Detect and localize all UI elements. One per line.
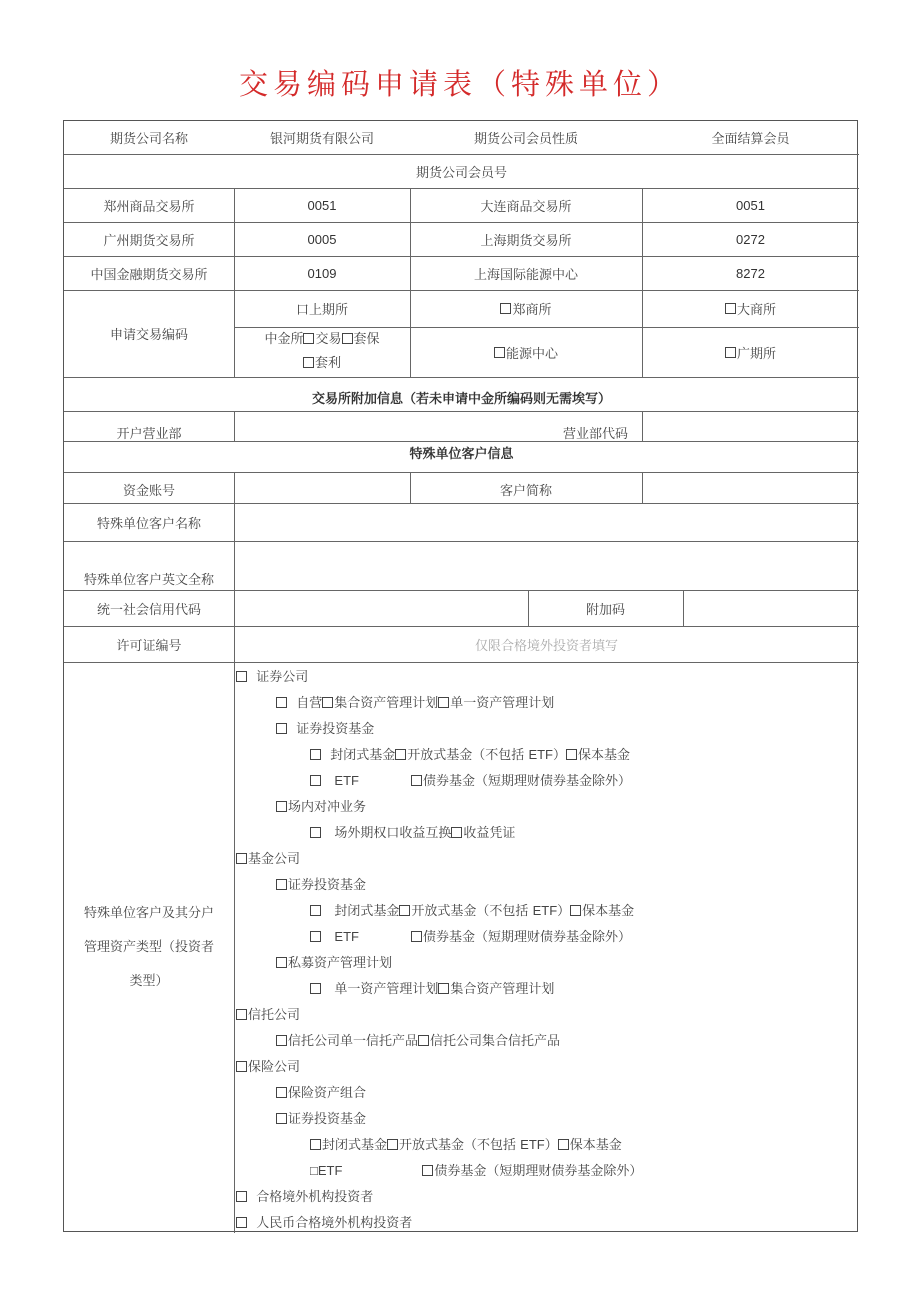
checkbox-icon[interactable] [276,1087,287,1098]
checkbox-icon[interactable] [310,931,321,942]
exchange-name: 郑州商品交易所 [103,199,195,215]
tree-item-rqfii[interactable] [236,1212,412,1231]
cffex-label: 中金所 [264,332,304,347]
client-info-section: 特殊单位客户信息 [409,447,514,462]
ine-option[interactable] [410,327,642,377]
apply-code-label: 申请交易编码 [109,328,188,343]
checkbox-icon[interactable] [395,749,406,760]
checkbox-icon [494,347,505,358]
tree-item-hedge[interactable] [276,796,366,815]
tree-label: 保本基金 [578,748,631,763]
member-type-label: 期货公司会员性质 [473,132,578,147]
tree-label: 证券投资基金 [288,878,367,893]
checkbox-icon [725,303,736,314]
client-name-input[interactable] [234,503,859,541]
tree-label: ） [553,748,567,763]
checkbox-icon[interactable] [310,775,321,786]
checkbox-icon[interactable] [310,827,321,838]
checkbox-icon[interactable] [276,1113,287,1124]
tree-label: 收益凭证 [463,826,516,841]
tree-item-fund-company[interactable] [236,848,300,867]
branch-code-input[interactable] [642,411,859,441]
exchange-code: 0051 [307,197,337,213]
shfe-label: 口上期所 [295,303,348,318]
czce-option[interactable] [410,290,642,327]
checkbox-icon[interactable] [276,879,287,890]
license-input[interactable]: 仅限合格境外投资者填写 [474,638,618,654]
tree-label: 基金公司 [248,852,301,867]
tree-label: 场内对冲业务 [288,800,367,815]
exchange-name: 大连商品交易所 [480,199,572,215]
tree-item-sec-fund-3[interactable] [276,1108,366,1127]
tree-label: 私募资产管理计划 [288,956,393,971]
short-name-label: 客户简称 [499,484,552,499]
checkbox-icon[interactable] [438,983,449,994]
tree-label: 证券公司 [256,670,309,685]
tree-label: 开放式基金（不包括 [411,904,529,919]
checkbox-icon[interactable] [399,905,410,916]
tree-label: ETF [532,903,558,918]
checkbox-icon[interactable] [342,333,353,344]
tree-item-plans[interactable] [310,978,554,997]
checkbox-icon[interactable] [322,697,333,708]
checkbox-icon[interactable] [310,749,321,760]
cffex-hedge-label: 套保 [353,332,380,347]
tree-label: 债券基金（短期理财债券基金除外） [422,930,631,945]
tree-item-etf-bond-2[interactable] [310,926,631,945]
tree-label: 场外期权口收益互换 [334,826,452,841]
exchange-name: 上海期货交易所 [480,233,572,249]
tree-label: 人民币合格境外机构投资者 [256,1216,413,1231]
tree-label: 保本基金 [569,1138,622,1153]
tree-label: ETF [520,1137,545,1152]
cffex-arb-label: 套利 [314,356,341,371]
tree-label: ETF [334,773,359,788]
checkbox-icon[interactable] [558,1139,569,1150]
account-input[interactable] [234,472,410,503]
checkbox-icon[interactable] [570,905,581,916]
gfex-option[interactable] [642,327,859,377]
tree-item-proprietary[interactable] [276,692,554,711]
checkbox-icon[interactable] [310,905,321,916]
asset-type-label-line: 管理资产类型（投资者 [83,939,214,955]
checkbox-icon[interactable] [422,1165,433,1176]
tree-label: 保险资产组合 [288,1086,367,1101]
member-no-section: 期货公司会员号 [415,165,507,181]
tree-item-etf-bond[interactable] [310,770,631,789]
checkbox-icon[interactable] [236,1191,247,1202]
tree-label: 单一资产管理计划 [334,982,439,997]
account-label: 资金账号 [122,484,175,499]
exchange-name: 上海国际能源中心 [473,267,578,283]
exchange-extra-section: 交易所附加信息（若未申请中金所编码则无需埃写） [311,391,611,407]
exchange-name: 广州期货交易所 [103,233,195,249]
tree-label: ） [544,1138,558,1153]
tree-item-trust[interactable] [236,1004,300,1023]
tree-label: ） [557,904,571,919]
asset-type-label [64,662,234,1233]
checkbox-icon[interactable] [236,1009,247,1020]
tree-item-sec-fund[interactable] [276,718,374,737]
credit-code-input[interactable] [234,590,528,626]
tree-label: ETF [334,929,359,944]
exchange-code: 0272 [736,231,765,247]
checkbox-icon[interactable] [387,1139,398,1150]
checkbox-icon[interactable] [236,671,247,682]
tree-item-fund-types[interactable] [310,744,630,763]
tree-item-etf-bond-3[interactable] [310,1160,642,1179]
tree-label: 集合资产管理计划 [334,696,439,711]
tree-label: □ETF [310,1163,343,1178]
asset-type-label-line: 类型） [129,973,169,989]
checkbox-icon[interactable] [310,1139,321,1150]
short-name-input[interactable] [642,472,859,503]
checkbox-icon [500,303,511,314]
checkbox-icon[interactable] [451,827,462,838]
tree-label: 保险公司 [248,1060,301,1075]
tree-label: 封闭式基金 [322,1138,388,1153]
cffex-option[interactable] [234,327,410,377]
credit-code-label: 统一社会信用代码 [96,602,201,618]
tree-label: 合格境外机构投资者 [256,1190,374,1205]
tree-item-trust-products[interactable] [276,1030,560,1049]
exchange-name: 中国金融期货交易所 [90,267,208,283]
ine-label: 能源中心 [505,346,558,362]
checkbox-icon[interactable] [236,1061,247,1072]
checkbox-icon[interactable] [310,983,321,994]
cffex-trade-label: 交易 [315,332,342,347]
extra-code-label: 附加码 [585,602,625,618]
shfe-option[interactable] [234,290,410,327]
page-title: 交易编码申请表（特殊单位） [238,67,681,101]
tree-label: 封闭式基金 [334,904,400,919]
checkbox-icon[interactable] [276,957,287,968]
client-name-label: 特殊单位客户名称 [96,516,201,532]
checkbox-icon[interactable] [411,775,422,786]
tree-item-sec-fund-2[interactable] [276,874,366,893]
tree-item-insurance[interactable] [236,1056,300,1075]
tree-item-private[interactable] [276,952,392,971]
tree-item-securities[interactable] [236,666,308,685]
tree-label: 单一资产管理计划 [450,696,555,711]
tree-label: 信托公司单一信托产品 [288,1034,419,1049]
checkbox-icon[interactable] [411,931,422,942]
tree-label: 证券投资基金 [288,1112,367,1127]
checkbox-icon[interactable] [276,723,287,734]
asset-type-label-line: 特殊单位客户及其分户 [83,905,214,921]
exchange-code: 0051 [736,197,765,213]
tree-item-fund-types-3[interactable] [310,1134,622,1153]
checkbox-icon[interactable] [418,1035,429,1046]
tree-label: 开放式基金（不包括 [407,748,525,763]
tree-item-qfii[interactable] [236,1186,373,1205]
dce-label: 大商所 [736,303,776,318]
license-label: 许可证编号 [116,638,182,654]
checkbox-icon[interactable] [276,697,287,708]
tree-label: 集合资产管理计划 [450,982,555,997]
checkbox-icon[interactable] [276,801,287,812]
tree-label: 信托公司集合信托产品 [430,1034,561,1049]
tree-label: 债券基金（短期理财债券基金除外） [434,1164,643,1179]
checkbox-icon[interactable] [566,749,577,760]
checkbox-icon[interactable] [438,697,449,708]
tree-label: 保本基金 [582,904,635,919]
gfex-label: 广期所 [736,346,776,362]
dce-option[interactable] [642,290,859,327]
company-name-label: 期货公司名称 [109,132,188,147]
exchange-code: 0005 [307,231,337,247]
checkbox-icon [725,347,736,358]
tree-label: 债券基金（短期理财债券基金除外） [422,774,631,789]
exchange-code: 8272 [736,265,765,281]
tree-item-insurance-portfolio[interactable] [276,1082,366,1101]
branch-code-label: 营业部代码 [562,426,628,442]
tree-item-otc[interactable] [310,822,515,841]
exchange-code: 0109 [307,265,337,281]
czce-label: 郑商所 [512,303,552,318]
tree-label: 信托公司 [248,1008,301,1023]
tree-label: 封闭式基金 [330,748,396,763]
tree-label: 自营 [296,696,323,711]
tree-label: 证券投资基金 [296,722,375,737]
branch-label: 开户营业部 [116,426,182,442]
tree-item-fund-types-2[interactable] [310,900,634,919]
company-name-value: 银河期货有限公司 [269,132,374,147]
checkbox-icon[interactable] [236,1217,247,1228]
checkbox-icon[interactable] [303,357,314,368]
checkbox-icon[interactable] [276,1035,287,1046]
checkbox-icon[interactable] [236,853,247,864]
client-en-input[interactable] [234,541,859,590]
checkbox-icon[interactable] [303,333,314,344]
extra-code-input[interactable] [683,590,859,626]
tree-label: ETF [528,747,553,762]
application-form [63,120,858,1232]
tree-label: 开放式基金（不包括 [399,1138,517,1153]
client-en-label: 特殊单位客户英文全称 [83,573,214,588]
member-type-value: 全面结算会员 [711,132,790,147]
